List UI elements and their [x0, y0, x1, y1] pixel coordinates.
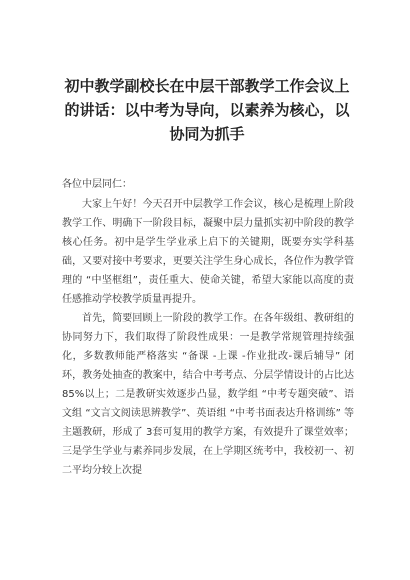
paragraph-review: 首先，简要回顾上一阶段的教学工作。在各年级组、教研组的协同努力下，我们取得了阶段性成果：一是教学常规管理持续强化，多数教师能严格落实 “备课 -上课 -作业批改-课后辅导” 闭环，教务处抽查的教案中，结合中考考点、分层学情设计的占比达 85%以上；二是教研实效逐步凸显，数学组 “中考专题突破”、语文组 “文言文阅读思辨教学”、英语组 “中考书面表达升格训练” 等主题教研，形成了 3套可复用的教学方案，有效提升了课堂效率；三是学生学业与素养同步发展，在上学期区统考中，我校初一、初二平均分较上次提	[62, 313, 354, 476]
salutation: 各位中层同仁：	[62, 179, 132, 190]
document-title: 初中教学副校长在中层干部教学工作会议上的讲话：以中考为导向，以素养为核心，以协同为抓手	[64, 77, 350, 143]
paragraph-opening: 大家上午好！今天召开中层教学工作会议，核心是梳理上阶段教学工作、明确下一阶段目标，凝聚中层力量抓实初中阶段的教学核心任务。初中是学生学业承上启下的关键期，既要夯实学科基础，又要对接中考要求，更要关注学生身心成长，各位作为教学管理的 “中坚框组”，责任重大、使命关键，希望大家能以高度的责任感推动学校教学质量再提升。	[62, 199, 354, 305]
document-body	[62, 195, 354, 480]
